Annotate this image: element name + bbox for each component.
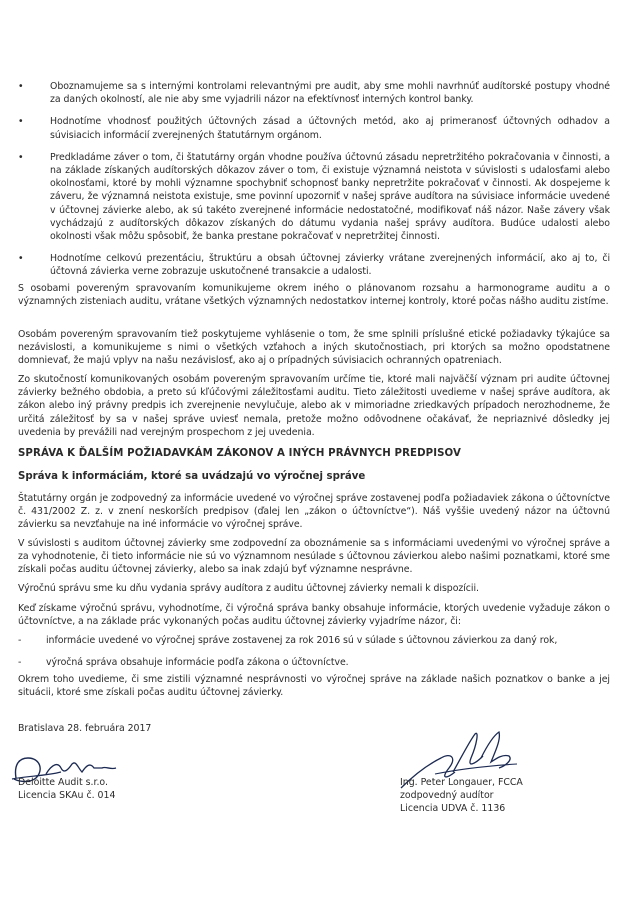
procedures-bullet-list (18, 80, 610, 288)
bullet-text: Hodnotíme celkovú prezentáciu, štruktúru a obsah účtovnej závierky vrátane zverejnených informácií, ako aj to, či účtovná závierka verne zobrazuje uskutočnené transakcie a udalosti. (50, 253, 610, 278)
paragraph-communication (18, 282, 610, 308)
section-subheading: Správa k informáciám, ktoré sa uvádzajú vo výročnej správe (18, 471, 366, 482)
signatory-right (400, 776, 523, 815)
paragraph-text: S osobami povereným spravovaním komunikujeme okrem iného o plánovanom rozsahu a harmonograme auditu a o významných zisteniach auditu, vrátane všetkých významných nedostatkov internej kontroly, ktoré počas nášho auditu zistíme. (18, 283, 610, 308)
signatory-left (18, 776, 115, 802)
dash-text: výročná správa obsahuje informácie podľa zákona o účtovníctve. (46, 657, 349, 669)
paragraph-text: Osobám povereným spravovaním tiež poskytujeme vyhlásenie o tom, že sme splnili príslušné etické požiadavky týkajúce sa nezávislosti, a komunikujeme s nimi o všetkých vzťahoch a iných skutočnostiach, pri ktorých sa možno opodstatnene domnievať, že majú vplyv na našu nezávislosť, ako aj o prípadných súvisiacich ochranných opatreniach. (18, 329, 610, 367)
bullet-text: Oboznamujeme sa s internými kontrolami relevantnými pre audit, aby sme mohli navrhnúť audítorské postupy vhodné za daných okolností, ale nie aby sme vyjadrili názor na efektívnosť interných kontrol banky. (50, 81, 610, 106)
paragraph-statutory-body (18, 492, 610, 532)
bullet-item (18, 252, 610, 278)
bullet-icon: • (18, 81, 24, 92)
section-heading: SPRÁVA K ĎALŠÍM POŽIADAVKÁM ZÁKONOV A INÝCH PRÁVNYCH PREDPISOV (18, 448, 462, 459)
paragraph-key-audit-matters (18, 373, 610, 439)
bullet-text: Predkladáme záver o tom, či štatutárny orgán vhodne používa účtovnú zásadu nepretržitého pokračovania v činnosti, a na základe získaných audítorských dôkazov záver o tom, či existuje významná neistota v súvislosti s udalosťami alebo okolnosťami, ktoré by mohli významne spochybniť schopnosť banky nepretržite pokračovať v činnosti. Ak dospejeme k záveru, že významná neistota existuje, sme povinní upozorniť v našej správe audítora na súvisiace informácie uvedené v účtovnej závierke alebo, ak sú takéto zverejnené informácie nedostatočné, modifikovať náš názor. Naše závery však vychádzajú z audítorských dôkazov získaných do dátumu vydania našej správy audítora. Budúce udalosti alebo okolnosti však môžu spôsobiť, že banka prestane pokračovať v nepretržitej činnosti. (50, 151, 610, 243)
dash-item (18, 634, 610, 647)
section-heading-block (18, 447, 610, 461)
dash-icon: - (18, 657, 22, 669)
dash-text: informácie uvedené vo výročnej správe zostavenej za rok 2016 sú v súlade s účtovnou závierkou za daný rok, (46, 635, 558, 646)
bullet-item (18, 80, 610, 106)
paragraph-misstatements (18, 673, 610, 699)
dash-icon: - (18, 635, 22, 646)
paragraph-text: Zo skutočností komunikovaných osobám povereným spravovaním určíme tie, ktoré mali najväčší význam pri audite účtovnej závierky bežného obdobia, a preto sú kľúčovými záležitosťami auditu. Tieto záležitosti uvedieme v našej správe audítora, ak zákon alebo iný právny predpis ich zverejnenie nevylučuje, alebo ak v mimoriadne zriedkavých prípadoch nerozhodneme, že určitá záležitosť by sa v našej správe uviesť nemala, pretože možno odôvodnene očakávať, že nepriaznivé dôsledky jej uvedenia by prevážili nad verejným prospechom z jej uvedenia. (18, 374, 610, 438)
opinion-dash-list (18, 634, 610, 678)
bullet-text: Hodnotíme vhodnosť použitých účtovných zásad a účtovných metód, ako aj primeranosť účtovných odhadov a súvisiacich informácií zverejnených štatutárnym orgánom. (50, 116, 610, 141)
bullet-icon: • (18, 116, 24, 128)
paragraph-independence (18, 328, 610, 368)
paragraph-text: Štatutárny orgán je zodpovedný za informácie uvedené vo výročnej správe zostavenej podľa požiadaviek zákona o účtovníctve č. 431/2002 Z. z. v znení neskorších predpisov (ďalej len „zákon o účtovníctve“). Náš vyššie uvedený názor na účtovnú závierku sa nevzťahuje na iné informácie vo výročnej správe. (18, 493, 610, 531)
paragraph-text: V súvislosti s auditom účtovnej závierky sme zodpovední za oboznámenie sa s informáciami uvedenými vo výročnej správe a za vyhodnotenie, či tieto informácie nie sú vo významnom nesúlade s účtovnou závierkou alebo našimi poznatkami, ktoré sme získali počas auditu účtovnej závierky, alebo sa inak zdajú byť významne nesprávne. (18, 538, 610, 576)
paragraph-text: Výročnú správu sme ku dňu vydania správy audítora z auditu účtovnej závierky nemali k dispozícii. (18, 583, 479, 594)
place-date: Bratislava 28. februára 2017 (18, 723, 152, 734)
paragraph-responsibility (18, 537, 610, 577)
paragraph-annual-report-unavailable (18, 582, 610, 595)
bullet-item (18, 115, 610, 141)
paragraph-evaluation (18, 602, 610, 628)
paragraph-text: Okrem toho uvedieme, či sme zistili významné nesprávnosti vo výročnej správe na základe našich poznatkov o banke a jej situácii, ktoré sme získali počas auditu účtovnej závierky. (18, 674, 610, 699)
paragraph-text: Keď získame výročnú správu, vyhodnotíme, či výročná správa banky obsahuje informácie, ktorých uvedenie vyžaduje zákon o účtovníctve, a na základe prác vykonaných počas auditu účtovnej závierky vyjadríme názor, či: (18, 603, 610, 628)
dash-item (18, 656, 610, 669)
auditor-license: Licencia UDVA č. 1136 (400, 803, 506, 814)
subheading-block (18, 470, 610, 484)
bullet-icon: • (18, 151, 24, 163)
bullet-item (18, 151, 610, 243)
auditor-name: Ing. Peter Longauer, FCCA (400, 777, 523, 788)
auditor-role: zodpovedný audítor (400, 790, 494, 801)
firm-license: Licencia SKAu č. 014 (18, 790, 116, 801)
bullet-icon: • (18, 253, 24, 265)
firm-name: Deloitte Audit s.r.o. (18, 777, 108, 788)
